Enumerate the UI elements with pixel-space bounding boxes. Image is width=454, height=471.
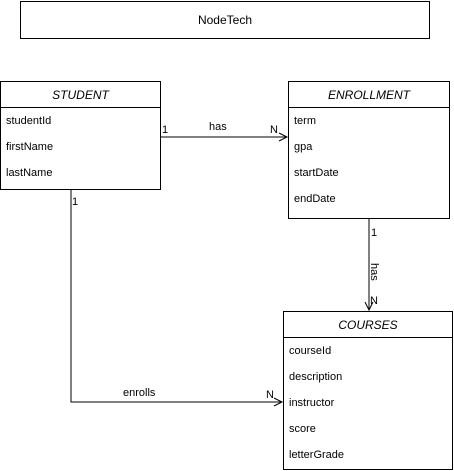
field-lettergrade: letterGrade bbox=[289, 449, 345, 461]
field-startdate: startDate bbox=[294, 167, 339, 179]
entity-enrollment-header: ENROLLMENT bbox=[289, 82, 449, 108]
card-student-enrollment-to: N bbox=[270, 124, 278, 136]
diagram-title: NodeTech bbox=[197, 13, 253, 27]
card-student-courses-from: 1 bbox=[72, 196, 79, 208]
field-firstname: firstName bbox=[6, 141, 54, 153]
edge-student-courses[interactable] bbox=[71, 190, 282, 402]
label-enrollment-courses: has bbox=[368, 263, 380, 281]
label-student-courses: enrolls bbox=[123, 387, 156, 399]
field-term: term bbox=[294, 115, 316, 127]
card-student-courses-to: N bbox=[266, 389, 274, 401]
entity-student-header: STUDENT bbox=[1, 82, 160, 108]
field-gpa: gpa bbox=[294, 141, 313, 153]
field-instructor: instructor bbox=[289, 397, 335, 409]
entity-courses-header: COURSES bbox=[284, 312, 452, 338]
field-enddate: endDate bbox=[294, 193, 336, 205]
field-studentid: studentId bbox=[6, 115, 52, 127]
card-student-enrollment-from: 1 bbox=[162, 124, 169, 136]
card-enrollment-courses-from: 1 bbox=[371, 227, 378, 239]
card-enrollment-courses-to: N bbox=[370, 295, 378, 307]
field-lastname: lastName bbox=[6, 167, 53, 179]
field-courseid: courseId bbox=[289, 345, 332, 357]
field-score: score bbox=[289, 423, 316, 435]
field-description: description bbox=[289, 371, 343, 383]
label-student-enrollment: has bbox=[209, 121, 227, 133]
